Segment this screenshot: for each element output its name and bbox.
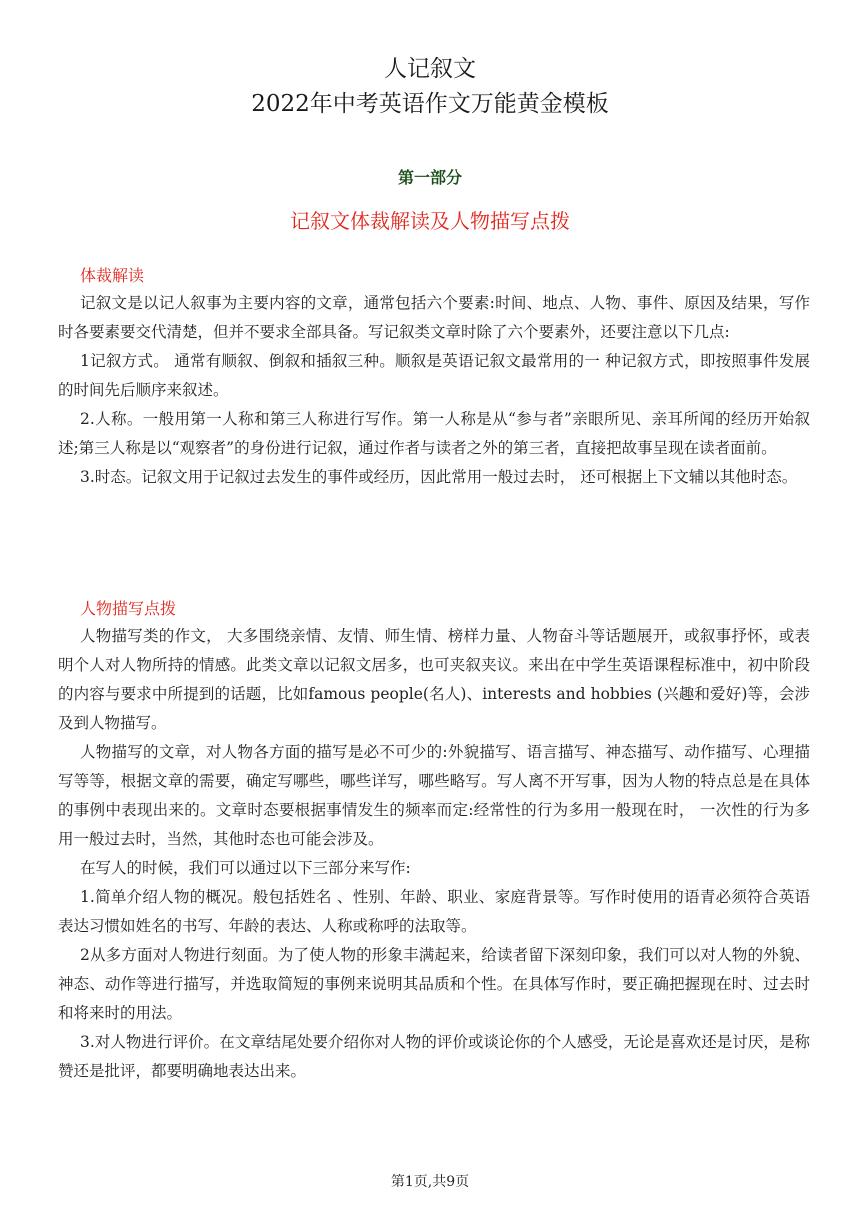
paragraph: 2.人称。一般用第一人称和第三人称进行写作。第一人称是从“参与者”亲眼所见、亲耳所闻的经历开始叙述;第三人称是以“观察者”的身份进行记叙，通过作者与读者之外的第三者，直接把故事呈现在读者面前。 — [58, 410, 810, 457]
document-title-line1: 人记叙文 — [384, 56, 476, 82]
page-number: 第1页,共9页 — [390, 1174, 470, 1190]
paragraph: 3.时态。记叙文用于记叙过去发生的事件或经历，因此常用一般过去时， 还可根据上下文辅以其他时态。 — [80, 468, 798, 486]
section-heading-genre: 体裁解读 — [80, 266, 145, 285]
paragraph: 人物描写的文章，对人物各方面的描写是必不可少的:外貌描写、语言描写、神态描写、动作描写、心理描写等等，根据文章的需要，确定写哪些，哪些详写，哪些略写。写人离不开写事，因为人物的特点总是在具体的事例中表现出来的。文章时态要根据事情发生的频率而定:经常性的行为多用一般现在时， 一次性的行为多用一般过去时，当然，其他时态也可能会涉及。 — [58, 743, 810, 848]
document-title-line2: 2022年中考英语作文万能黄金模板 — [251, 91, 609, 117]
part-label: 第一部分 — [397, 168, 462, 187]
section-body-character — [58, 622, 810, 1086]
paragraph: 人物描写类的作文， 大多围绕亲情、友情、师生情、榜样力量、人物奋斗等话题展开，或叙事抒怀，或表明个人对人物所持的情感。此类文章以记叙文居多，也可夹叙夹议。来出在中学生英语课程标准中，初中阶段的内容与要求中所提到的话题，比如famous people(名人)、interests and hobbies (兴趣和爱好)等，会涉及到人物描写。 — [58, 627, 810, 732]
paragraph: 1.简单介绍人物的概况。般包括姓名 、性别、年龄、职业、家庭背景等。写作时使用的语青必须符合英语表达习惯如姓名的书写、年龄的表达、人称或称呼的法取等。 — [58, 888, 810, 935]
paragraph: 记叙文是以记人叙事为主要内容的文章，通常包括六个要素:时间、地点、人物、事件、原因及结果，写作时各要素要交代清楚，但并不要求全部具备。写记叙类文章时除了六个要素外，还要注意以下几点: — [58, 294, 810, 341]
paragraph: 2从多方面对人物进行刻面。为了使人物的形象丰满起来，给读者留下深刻印象，我们可以对人物的外貌、神态、动作等进行描写，并选取简短的事例来说明其品质和个性。在具体写作时，要正确把握现在时、过去时和将来时的用法。 — [58, 946, 810, 1022]
section-heading-character: 人物描写点拨 — [80, 599, 177, 618]
paragraph: 在写人的时候，我们可以通过以下三部分来写作: — [80, 859, 411, 877]
paragraph: 3.对人物进行评价。在文章结尾处要介绍你对人物的评价或谈论你的个人感受，无论是喜欢还是讨厌，是称赞还是批评，都要明确地表达出来。 — [58, 1033, 810, 1080]
paragraph: 1记叙方式。 通常有顺叙、倒叙和插叙三种。顺叙是英语记叙文最常用的一 种记叙方式，即按照事件发展的时间先后顺序来叙述。 — [58, 352, 810, 399]
part-subtitle: 记叙文体裁解读及人物描写点拨 — [290, 209, 570, 233]
section-body-genre — [58, 289, 810, 492]
